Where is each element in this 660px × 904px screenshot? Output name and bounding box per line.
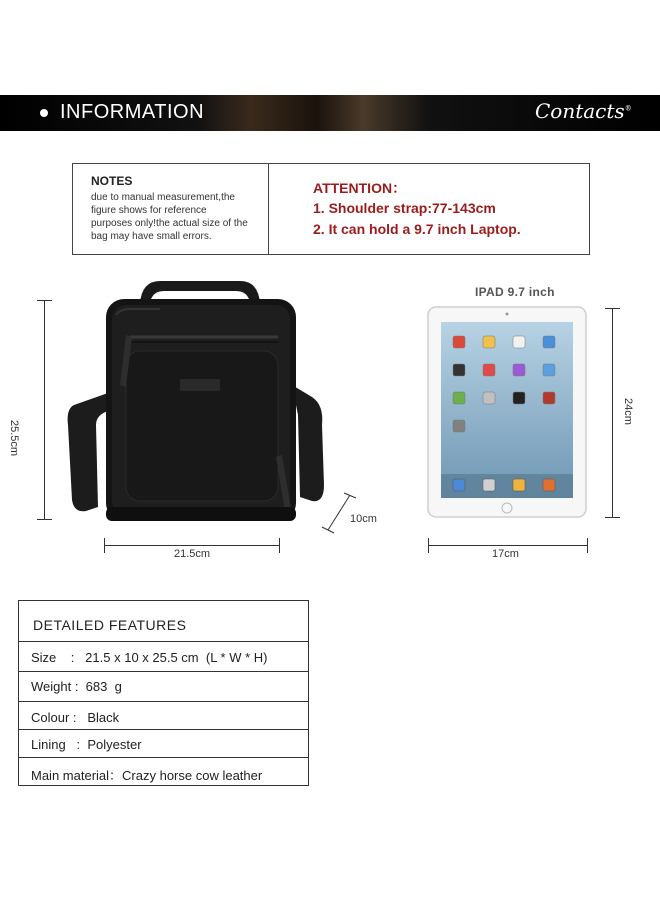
banner-title: INFORMATION <box>60 101 205 123</box>
ipad-image <box>427 306 587 518</box>
bullet-dot-icon <box>40 109 48 117</box>
feature-row-lining: Lining : Polyester <box>19 729 308 757</box>
feature-row-material: Main material：Crazy horse cow leather <box>19 757 308 785</box>
bag-width-label: 21.5cm <box>174 548 211 560</box>
detailed-features-table <box>18 600 309 786</box>
brand-logo: Contacts® <box>535 99 632 123</box>
attention-line-strap: 1. Shoulder strap:77-143cm <box>313 200 496 216</box>
ipad-width-tick-right <box>587 538 588 553</box>
feature-row-weight: Weight : 683 g <box>19 671 308 701</box>
ipad-width-line <box>428 545 588 546</box>
notes-title: NOTES <box>91 174 133 188</box>
notes-text: due to manual measurement,the figure shows for reference purposes only!the actual size of the bag may have small errors. <box>91 192 248 242</box>
bag-height-tick-top <box>37 300 52 301</box>
feature-row-colour: Colour : Black <box>19 701 308 729</box>
features-heading: DETAILED FEATURES <box>33 617 187 633</box>
bag-height-line <box>44 300 45 520</box>
ipad-height-tick-bottom <box>605 517 620 518</box>
ipad-height-label: 24cm <box>622 398 634 425</box>
box-divider <box>268 164 269 254</box>
attention-line-laptop: 2. It can hold a 9.7 inch Laptop. <box>313 221 521 237</box>
bag-width-tick-right <box>279 538 280 553</box>
ipad-width-label: 17cm <box>492 548 519 560</box>
ipad-height-line <box>612 308 613 518</box>
ipad-height-tick-top <box>605 308 620 309</box>
feature-row-size: Size : 21.5 x 10 x 25.5 cm (L * W * H) <box>19 641 308 671</box>
notes-attention-box <box>72 163 590 255</box>
ipad-label: IPAD 9.7 inch <box>475 285 555 299</box>
information-banner <box>0 95 660 131</box>
leather-bag-image <box>60 275 340 535</box>
bag-height-label: 25.5cm <box>8 420 20 457</box>
bag-height-tick-bottom <box>37 519 52 520</box>
bag-depth-label: 10cm <box>350 513 377 525</box>
bag-width-tick-left <box>104 538 105 553</box>
ipad-width-tick-left <box>428 538 429 553</box>
bag-width-line <box>104 545 280 546</box>
attention-title: ATTENTION： <box>313 180 407 196</box>
